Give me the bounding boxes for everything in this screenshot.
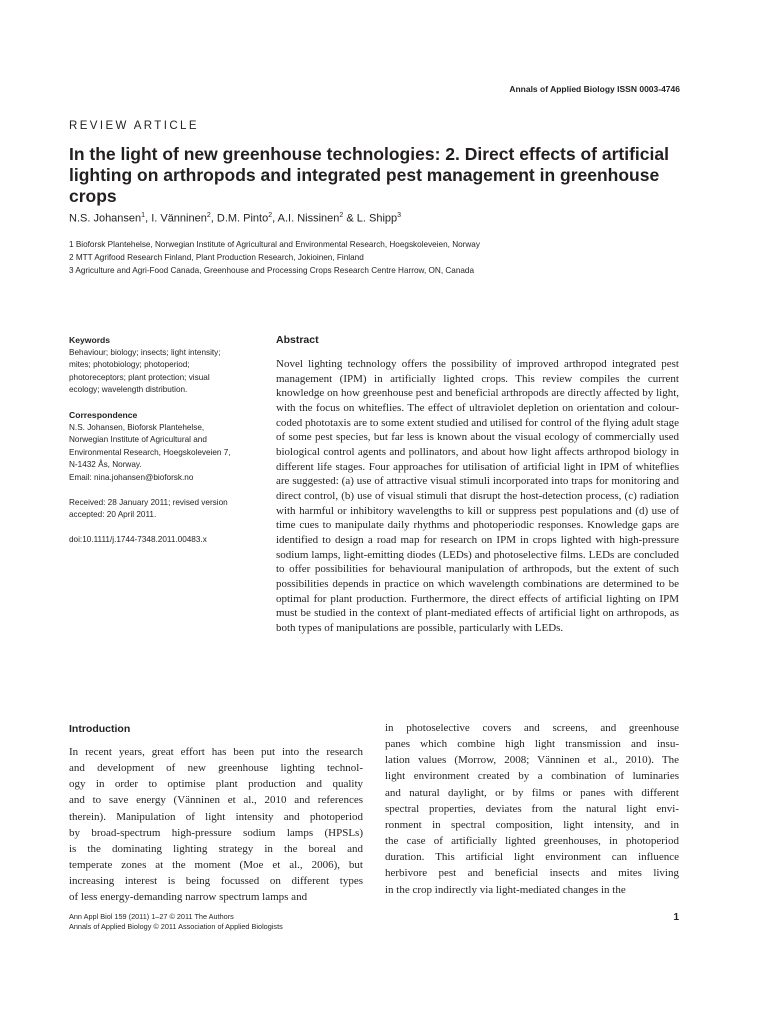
body-text-line: temperate zones at the moment (Moe et al., 2006), but [69, 859, 363, 872]
introduction-heading: Introduction [69, 723, 131, 735]
body-text-line: therein). Manipulation of light intensity and photoperiod [69, 810, 363, 823]
body-text-line: duration. This artificial light environment can influence [385, 851, 679, 864]
correspondence-section [69, 409, 259, 485]
author-name: L. Shipp [356, 212, 398, 225]
author-separator: & [343, 212, 357, 225]
body-text-line: increasing interest is being focussed on different types [69, 875, 363, 888]
body-text-line: lation values (Morrow, 2008; Vänninen et al., 2010). The [385, 754, 679, 767]
abstract-heading: Abstract [276, 334, 319, 346]
author-separator: , [145, 212, 152, 225]
abstract-text: Novel lighting technology offers the possibility of improved arthropod integrated pest management (IPM) in artificially lighted crops. This review compiles the current knowledge on how greenhouse pest and beneficial arthropods are directly affected by light, with the focus on whiteflies. The effect of ultraviolet depletion on orientation and colour-coded phototaxis are to some extent studied and utilised for control of the flying adult stage of some pest species, but far less is known about the visual ecology of commercially used biological control agents and pollinators, and about how light affects arthropod biology in different life stages. Four approaches for utilisation of artificial light in IPM of whiteflies are suggested: (a) use of attractive visual stimuli incorporated into traps for monitoring and direct control, (b) use of visual stimuli that disrupt the host-detection process, (c) radiation with harmful or inhibitory wavelengths to kill or suppress pest populations and (d) use of time cues to manipulate daily rhythms and photoperiodic responses. Knowledge gaps are identified to design a road map for research on IPM in crops lighted with high-pressure sodium lamps, light-emitting diodes (LEDs) and photoselective films. LEDs are concluded to offer possibilities for behavioural manipulation of arthropods, but the extent of such possibilities depends in practice on which wavelength combinations are determined to be optimal for plant production. Furthermore, the direct effects of artificial lighting on IPM must be studied in the context of plant-mediated effects of artificial light on arthropods, as both types of manipulations are possible, particularly with LEDs. [276, 358, 679, 634]
body-text-line: and natural daylight, or by films or panes with different [385, 786, 679, 799]
body-text-line: in photoselective covers and screens, and greenhouse [385, 722, 679, 734]
journal-issn-header: Annals of Applied Biology ISSN 0003-4746 [509, 84, 680, 94]
correspondence-heading: Correspondence [69, 409, 138, 420]
body-text-line: and development of new greenhouse lighting technol- [69, 762, 363, 775]
author-name: A.I. Nissinen [277, 212, 340, 225]
footer-copyright-line: Annals of Applied Biology © 2011 Association of Applied Biologists [69, 922, 283, 931]
author-list [69, 212, 401, 225]
correspondence-text: N.S. Johansen, Bioforsk Plantehelse, Norwegian Institute of Agricultural and Environmental Research, Hoegskoleveien 7, N-1432 Ås, Norway. Email: nina.johansen@bioforsk.no [69, 422, 231, 482]
author-name: I. Vänninen [151, 212, 207, 225]
author-affiliation-number: 2 [339, 212, 344, 219]
body-text-line: in the crop indirectly via light-mediated changes in the [385, 883, 626, 896]
body-text-line: ronment in spectral composition, light intensity, and in [385, 818, 679, 831]
received-dates: Received: 28 January 2011; revised version accepted: 20 April 2011. [69, 497, 228, 520]
author-affiliation-number: 1 [141, 212, 146, 219]
body-text-line: herbivore pest and beneficial insects and mites living [385, 867, 679, 880]
body-text-line: In recent years, great effort has been put into the research [69, 746, 363, 758]
author-name: N.S. Johansen [69, 212, 142, 225]
affiliation-1: 1 Bioforsk Plantehelse, Norwegian Institute of Agricultural and Environmental Research, Hoegskoleveien, Norway [69, 240, 480, 249]
article-title: In the light of new greenhouse technologies: 2. Direct effects of artificial lighting on arthropods and integrated pest management in greenhouse crops [69, 144, 669, 206]
body-text-line: ogy in order to optimise plant production and quality [69, 778, 363, 791]
footer-citation [69, 912, 283, 932]
body-text-line: and to save energy (Vänninen et al., 2010 and references [69, 794, 363, 807]
body-text-line: the case of artificially lighted greenhouses, in photoperiod [385, 835, 679, 848]
author-separator: , [210, 212, 217, 225]
keywords-section [69, 334, 259, 397]
body-text-line: of less energy-demanding narrow spectrum lamps and [69, 891, 308, 904]
page-number: 1 [673, 912, 679, 923]
article-info-sidebar [69, 334, 259, 546]
body-text-line: light environment created by a combination of luminaries [385, 770, 679, 783]
keywords-text: Behaviour; biology; insects; light intensity; mites; photobiology; photoperiod; photoreceptors; plant protection; visual ecology; wavelength distribution. [69, 347, 221, 395]
author-affiliation-number: 3 [397, 212, 402, 219]
author-affiliation-number: 2 [206, 212, 211, 219]
affiliations [69, 238, 480, 277]
doi-link[interactable]: doi:10.1111/j.1744-7348.2011.00483.x [69, 534, 207, 544]
author-affiliation-number: 2 [268, 212, 273, 219]
affiliation-2: 2 MTT Agrifood Research Finland, Plant Production Research, Jokioinen, Finland [69, 253, 364, 262]
article-type-label: REVIEW ARTICLE [69, 120, 199, 132]
introduction-column-1 [69, 744, 363, 906]
author-name: D.M. Pinto [216, 212, 269, 225]
affiliation-3: 3 Agriculture and Agri-Food Canada, Greenhouse and Processing Crops Research Centre Harrow, ON, Canada [69, 266, 475, 275]
body-text-line: spectral properties, deviates from the natural light envi- [385, 802, 679, 815]
keywords-heading: Keywords [69, 335, 111, 345]
author-separator: , [272, 212, 278, 225]
footer-citation-line: Ann Appl Biol 159 (2011) 1–27 © 2011 The Authors [69, 912, 234, 921]
body-text-line: is the dominating lighting strategy in the boreal and [69, 842, 363, 855]
body-text-line: by broad-spectrum high-pressure sodium lamps (HPSLs) [69, 826, 363, 839]
body-text-line: panes which combine high light transmission and insu- [385, 738, 679, 751]
introduction-column-2 [385, 720, 679, 898]
